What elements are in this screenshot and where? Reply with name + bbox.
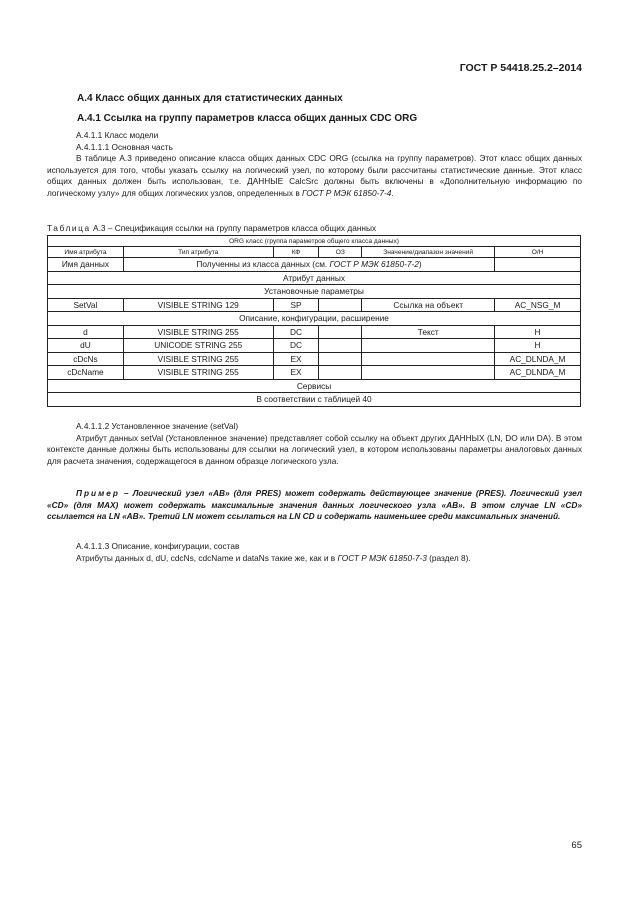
page-number: 65 [571, 840, 582, 851]
table-cell: DC [273, 325, 319, 339]
section-title: А.4 Класс общих данных для статистических данных [77, 93, 343, 104]
table-title-row [48, 236, 581, 247]
table-title: ORG класс (группа параметров общего класса данных) [48, 236, 581, 247]
heading-a4113: А.4.1.1.3 Описание, конфигурации, состав [76, 541, 240, 551]
cell-text: Полученны из класса данных (см. [196, 259, 330, 270]
table-row [48, 352, 581, 366]
table-cell [123, 258, 494, 272]
table-group-row [48, 379, 581, 393]
table-cell [319, 325, 362, 339]
header-cell: КФ [273, 247, 319, 258]
spec-table [47, 235, 581, 407]
paragraph-text: Атрибуты данных d, dU, cdcNs, cdcName и dataNs такие же, как и в [76, 552, 338, 563]
example-prefix: Пример [76, 488, 120, 498]
table-cell: dU [48, 339, 124, 353]
group-label: Описание, конфигурации, расширение [48, 312, 581, 326]
section-a4113 [47, 541, 582, 564]
table-cell: Н [495, 339, 581, 353]
services-cell: В соответствии с таблицей 40 [48, 393, 581, 407]
table-group-row [48, 271, 581, 285]
table-cell [362, 366, 495, 380]
table-cell: SetVal [48, 298, 124, 312]
group-label: Сервисы [48, 379, 581, 393]
section-a4112 [47, 421, 582, 467]
table-group-row [48, 285, 581, 299]
example-text: – Логический узел «AB» (для PRES) может содержать действующее значение (PRES). Логический узел «CD» (для MAX) может содержать максимальные значения данных логического узла «AB». В этом случае LN «CD» ссылается на LN «AB». Третий LN может ссылаться на LN CD и содержать наименьшее среди максимальных значений. [47, 488, 582, 522]
subsection-title: А.4.1 Ссылка на группу параметров класса общих данных CDC ORG [77, 113, 418, 124]
heading-a4111: А.4.1.1.1 Основная часть [76, 141, 173, 152]
table-cell: Текст [362, 325, 495, 339]
group-label: Установочные параметры [48, 285, 581, 299]
table-cell: d [48, 325, 124, 339]
table-caption-prefix: Таблица [47, 223, 91, 233]
table-row [48, 325, 581, 339]
table-group-row [48, 312, 581, 326]
table-cell [362, 339, 495, 353]
header-cell: Тип атрибута [123, 247, 273, 258]
paragraph-setval: Атрибут данных setVal (Установленное значение) представляет собой ссылку на объект других ДАННЫХ (LN, DO или DA). В этом контексте данные должны быть использованы для ссылки на логический узел, в котором использованы параметры аналоговых данных для расчета значения, содержащегося в данном образце логического узла. [47, 432, 582, 466]
table-cell: Н [495, 325, 581, 339]
table-cell: EX [273, 366, 319, 380]
group-label: Атрибут данных [48, 271, 581, 285]
table-cell: UNICODE STRING 255 [123, 339, 273, 353]
table-row [48, 339, 581, 353]
table-caption [47, 223, 376, 233]
table-header-row [48, 247, 581, 258]
table-cell [319, 366, 362, 380]
table-cell: VISIBLE STRING 255 [123, 352, 273, 366]
table-cell: VISIBLE STRING 129 [123, 298, 273, 312]
table-cell: VISIBLE STRING 255 [123, 325, 273, 339]
table-cell [319, 352, 362, 366]
paragraph-text-end: (раздел 8). [426, 552, 471, 563]
table-cell: cDcName [48, 366, 124, 380]
header-cell: ОЗ [319, 247, 362, 258]
table-row [48, 298, 581, 312]
header-cell: Значение/диапазон значений [362, 247, 495, 258]
paragraph-intro-text: В таблице А.3 приведено описание класса общих данных CDC ORG (ссылка на группу параметров). Этот класс общих данных используется для того, чтобы указать ссылку на логический узел, по которому были рассчитаны статистические данные. Этот класс общих данных должен быть использован, т.е. ДАННЫЕ CalcSrc должны быть включены в «Дополнительную информацию по логическому узлу» для общих логических узлов, определенных в [47, 153, 582, 198]
table-cell: Ссылка на объект [362, 298, 495, 312]
table-cell [495, 258, 581, 272]
table-cell: EX [273, 352, 319, 366]
table-cell [319, 339, 362, 353]
standard-reference: ГОСТ Р МЭК 61850-7-2 [329, 259, 419, 270]
table-cell [319, 298, 362, 312]
standard-reference: ГОСТ Р МЭК 61850-7-4 [302, 187, 392, 198]
heading-a4112: А.4.1.1.2 Установленное значение (setVal) [76, 421, 239, 431]
paragraph-intro [47, 153, 582, 199]
table-cell: cDcNs [48, 352, 124, 366]
table-cell: Имя данных [48, 258, 124, 272]
header-cell: О/Н [495, 247, 581, 258]
header-cell: Имя атрибута [48, 247, 124, 258]
table-cell [362, 352, 495, 366]
section-a411 [47, 130, 582, 200]
table-cell: VISIBLE STRING 255 [123, 366, 273, 380]
cell-text: ) [418, 259, 422, 270]
heading-a411: А.4.1.1 Класс модели [76, 130, 159, 140]
example-note [47, 488, 582, 523]
table-caption-text: А.3 – Спецификация ссылки на группу параметров класса общих данных [90, 223, 377, 233]
table-row [48, 258, 581, 272]
table-cell: SP [273, 298, 319, 312]
paragraph-attributes [47, 553, 582, 565]
standard-reference: ГОСТ Р МЭК 61850-7-3 [337, 552, 427, 563]
table-cell: DC [273, 339, 319, 353]
table-cell: AC_NSG_M [495, 298, 581, 312]
table-row [48, 393, 581, 407]
document-header: ГОСТ Р 54418.25.2–2014 [459, 62, 582, 74]
table-cell: AC_DLNDA_M [495, 366, 581, 380]
table-cell: AC_DLNDA_M [495, 352, 581, 366]
paragraph-intro-end: . [391, 187, 394, 198]
table-row [48, 366, 581, 380]
